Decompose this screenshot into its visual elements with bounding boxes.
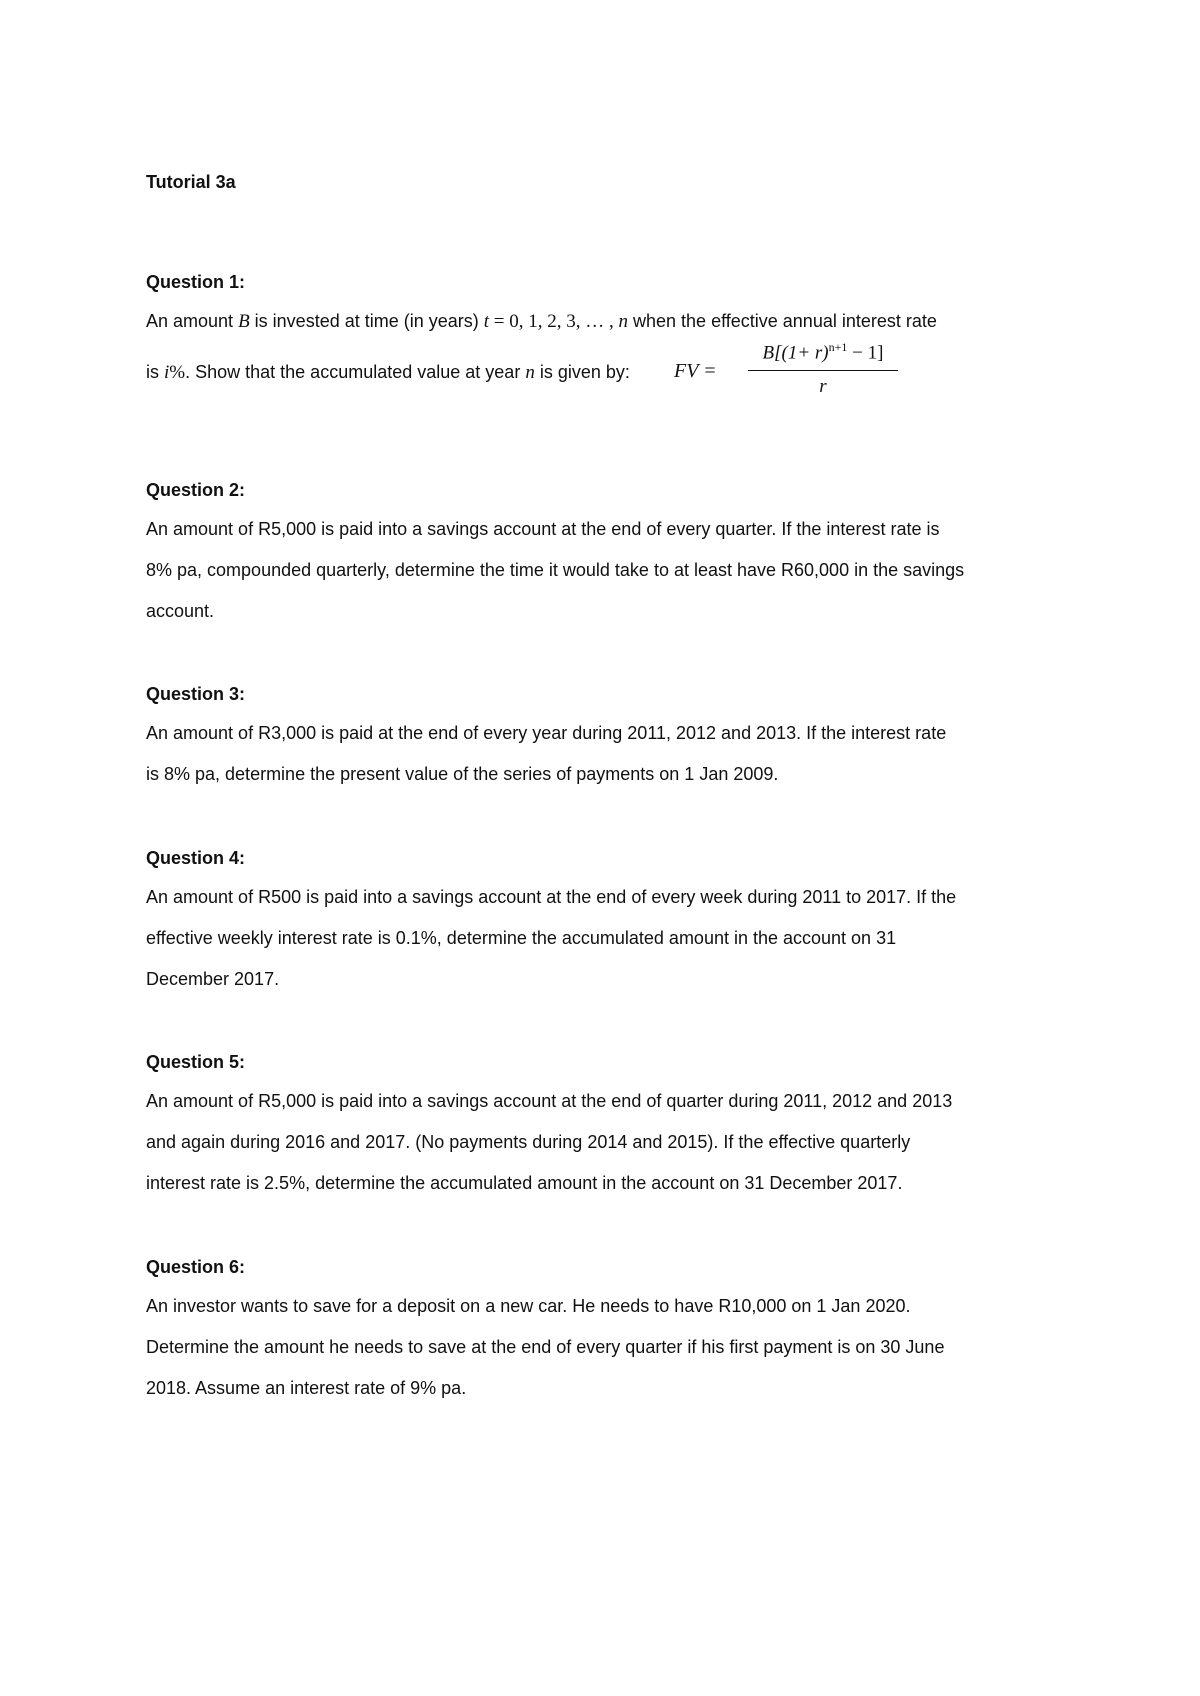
question-4-body bbox=[146, 877, 1066, 1000]
question-3-line: is 8% pa, determine the present value of the series of payments on 1 Jan 2009. bbox=[146, 764, 779, 784]
document-title: Tutorial 3a bbox=[146, 172, 236, 192]
q1-var-t: t bbox=[483, 311, 490, 332]
formula-denominator: r bbox=[819, 376, 827, 397]
q1-var-n: n bbox=[618, 311, 629, 332]
q1-var-B: B bbox=[238, 311, 250, 332]
q1-text-2c: is given by: bbox=[534, 362, 630, 382]
q1-text-2a: is bbox=[146, 362, 164, 382]
question-6-body bbox=[146, 1286, 1066, 1409]
question-5-line: and again during 2016 and 2017. (No payments during 2014 and 2015). If the effective quarterly bbox=[146, 1132, 911, 1152]
question-4-line: effective weekly interest rate is 0.1%, determine the accumulated amount in the account on 31 bbox=[146, 928, 897, 948]
question-4-line: December 2017. bbox=[146, 969, 280, 989]
question-2-line: account. bbox=[146, 601, 215, 621]
fraction-bar bbox=[748, 370, 898, 371]
question-5-line: An amount of R5,000 is paid into a savings account at the end of quarter during 2011, 2012 and 2013 bbox=[146, 1091, 953, 1111]
question-2-heading: Question 2: bbox=[146, 480, 246, 500]
question-1-line-1 bbox=[146, 301, 1066, 342]
q1-text-1b: is invested at time (in years) bbox=[249, 311, 484, 331]
question-4 bbox=[146, 847, 1066, 1000]
question-2-body bbox=[146, 509, 1066, 632]
question-4-heading: Question 4: bbox=[146, 848, 246, 868]
q1-text-1c: when the effective annual interest rate bbox=[628, 311, 937, 331]
q1-text-1a: An amount bbox=[146, 311, 239, 331]
question-3-heading: Question 3: bbox=[146, 684, 246, 704]
question-3 bbox=[146, 683, 1066, 795]
question-1-heading: Question 1: bbox=[146, 272, 246, 292]
question-5-heading: Question 5: bbox=[146, 1052, 246, 1072]
question-5 bbox=[146, 1051, 1066, 1204]
question-1-line-2 bbox=[146, 361, 630, 384]
question-3-body bbox=[146, 713, 1066, 795]
question-6-line: An investor wants to save for a deposit on a new car. He needs to have R10,000 on 1 Jan 2020. bbox=[146, 1296, 911, 1316]
question-1-formula-row bbox=[146, 342, 1066, 402]
question-2-line: 8% pa, compounded quarterly, determine the time it would take to at least have R60,000 in the savings bbox=[146, 560, 965, 580]
question-2 bbox=[146, 479, 1066, 632]
future-value-formula bbox=[674, 340, 898, 404]
question-4-line: An amount of R500 is paid into a savings account at the end of every week during 2011 to 2017. If the bbox=[146, 887, 957, 907]
question-2-line: An amount of R5,000 is paid into a savings account at the end of every quarter. If the interest rate is bbox=[146, 519, 940, 539]
q1-time-list: = 0, 1, 2, 3, … , bbox=[489, 311, 619, 332]
question-3-line: An amount of R3,000 is paid at the end of every year during 2011, 2012 and 2013. If the interest rate bbox=[146, 723, 947, 743]
question-6-line: 2018. Assume an interest rate of 9% pa. bbox=[146, 1378, 467, 1398]
question-6-line: Determine the amount he needs to save at the end of every quarter if his first payment is on 30 June bbox=[146, 1337, 945, 1357]
formula-lhs: FV = bbox=[674, 360, 717, 382]
q1-percent: % bbox=[169, 362, 186, 383]
formula-numerator: $B[(1+ r)^{n+1} - 1]$ bbox=[762, 340, 884, 364]
question-5-body bbox=[146, 1081, 1066, 1204]
question-6-heading: Question 6: bbox=[146, 1257, 246, 1277]
question-6 bbox=[146, 1256, 1066, 1409]
question-1 bbox=[146, 271, 1066, 402]
q1-var-n2: n bbox=[525, 362, 535, 383]
q1-text-2b: . Show that the accumulated value at year bbox=[185, 362, 526, 382]
q1-var-i: i bbox=[164, 362, 170, 383]
question-5-line: interest rate is 2.5%, determine the accumulated amount in the account on 31 December 2017. bbox=[146, 1173, 903, 1193]
